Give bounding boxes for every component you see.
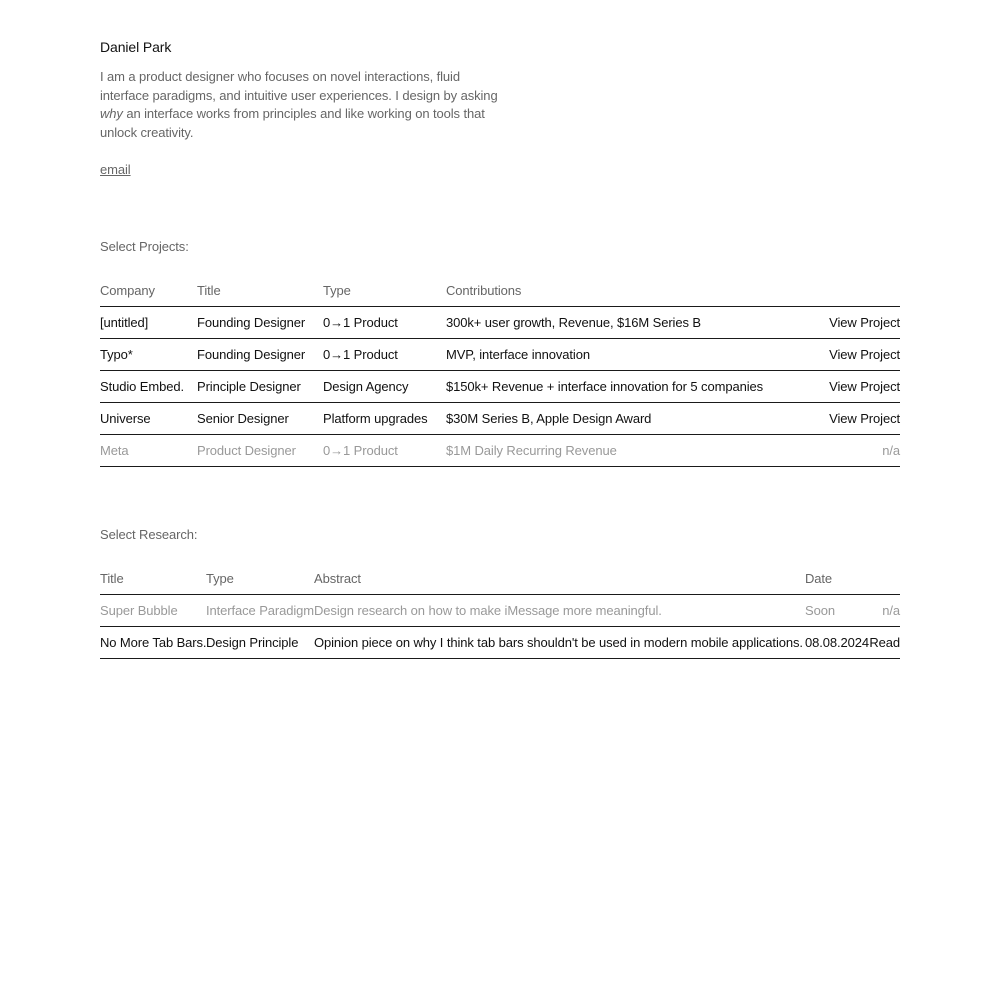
research-abstract: Design research on how to make iMessage more meaningful.: [314, 603, 662, 618]
project-title: Founding Designer: [197, 315, 306, 330]
project-type: Design Agency: [323, 379, 409, 394]
header-company: Company: [100, 283, 155, 298]
bio-text-start: I am a product designer who focuses on novel interactions, fluid interface paradigms, and intuitive user experiences. I design by asking: [100, 69, 498, 103]
project-company: Meta: [100, 443, 129, 458]
research-date: Soon: [805, 603, 835, 618]
header-title: Title: [197, 283, 221, 298]
table-row: [100, 339, 900, 371]
project-contributions: MVP, interface innovation: [446, 347, 590, 362]
project-company: Universe: [100, 411, 151, 426]
view-project-link[interactable]: View Project: [829, 315, 900, 330]
research-unavailable-label: n/a: [882, 603, 900, 618]
view-project-link[interactable]: View Project: [829, 411, 900, 426]
research-date: 08.08.2024: [805, 635, 870, 650]
table-row: [100, 403, 900, 435]
project-company: Studio Embed.: [100, 379, 184, 394]
research-type: Design Principle: [206, 635, 299, 650]
table-row: [100, 595, 900, 627]
read-link[interactable]: Read: [869, 635, 900, 650]
project-contributions: $1M Daily Recurring Revenue: [446, 443, 617, 458]
header-title: Title: [100, 571, 124, 586]
projects-table: [100, 275, 900, 467]
research-title: No More Tab Bars.: [100, 635, 207, 650]
project-type: Platform upgrades: [323, 411, 428, 426]
project-contributions: $150k+ Revenue + interface innovation for 5 companies: [446, 379, 764, 394]
header-abstract: Abstract: [314, 571, 361, 586]
project-title: Product Designer: [197, 443, 296, 458]
project-company: Typo*: [100, 347, 133, 362]
research-section-title: Select Research:: [100, 527, 198, 542]
view-project-link[interactable]: View Project: [829, 347, 900, 362]
header-type: Type: [206, 571, 234, 586]
project-title: Principle Designer: [197, 379, 301, 394]
project-unavailable-label: n/a: [882, 443, 900, 458]
bio-text-end: an interface works from principles and like working on tools that unlock creativity.: [100, 106, 485, 141]
research-type: Interface Paradigm: [206, 603, 315, 618]
bio-emphasis: why: [100, 106, 123, 122]
research-title: Super Bubble: [100, 603, 178, 618]
table-row: [100, 435, 900, 467]
project-type: 0→1 Product: [323, 315, 398, 330]
projects-table-header: [100, 275, 900, 307]
profile-name: Daniel Park: [100, 39, 172, 55]
projects-section-title: Select Projects:: [100, 239, 189, 254]
profile-bio: [100, 68, 500, 143]
email-link[interactable]: email: [100, 162, 131, 177]
table-row: [100, 371, 900, 403]
project-title: Founding Designer: [197, 347, 306, 362]
header-contributions: Contributions: [446, 283, 522, 298]
project-contributions: $30M Series B, Apple Design Award: [446, 411, 652, 426]
header-date: Date: [805, 571, 833, 586]
project-type: 0→1 Product: [323, 347, 398, 362]
header-type: Type: [323, 283, 351, 298]
research-table-header: [100, 563, 900, 595]
table-row: [100, 627, 900, 659]
table-row: [100, 307, 900, 339]
project-title: Senior Designer: [197, 411, 289, 426]
project-company: [untitled]: [100, 315, 149, 330]
view-project-link[interactable]: View Project: [829, 379, 900, 394]
project-type: 0→1 Product: [323, 443, 398, 458]
research-abstract: Opinion piece on why I think tab bars shouldn't be used in modern mobile applications.: [314, 635, 803, 650]
project-contributions: 300k+ user growth, Revenue, $16M Series B: [446, 315, 701, 330]
research-table: [100, 563, 900, 659]
